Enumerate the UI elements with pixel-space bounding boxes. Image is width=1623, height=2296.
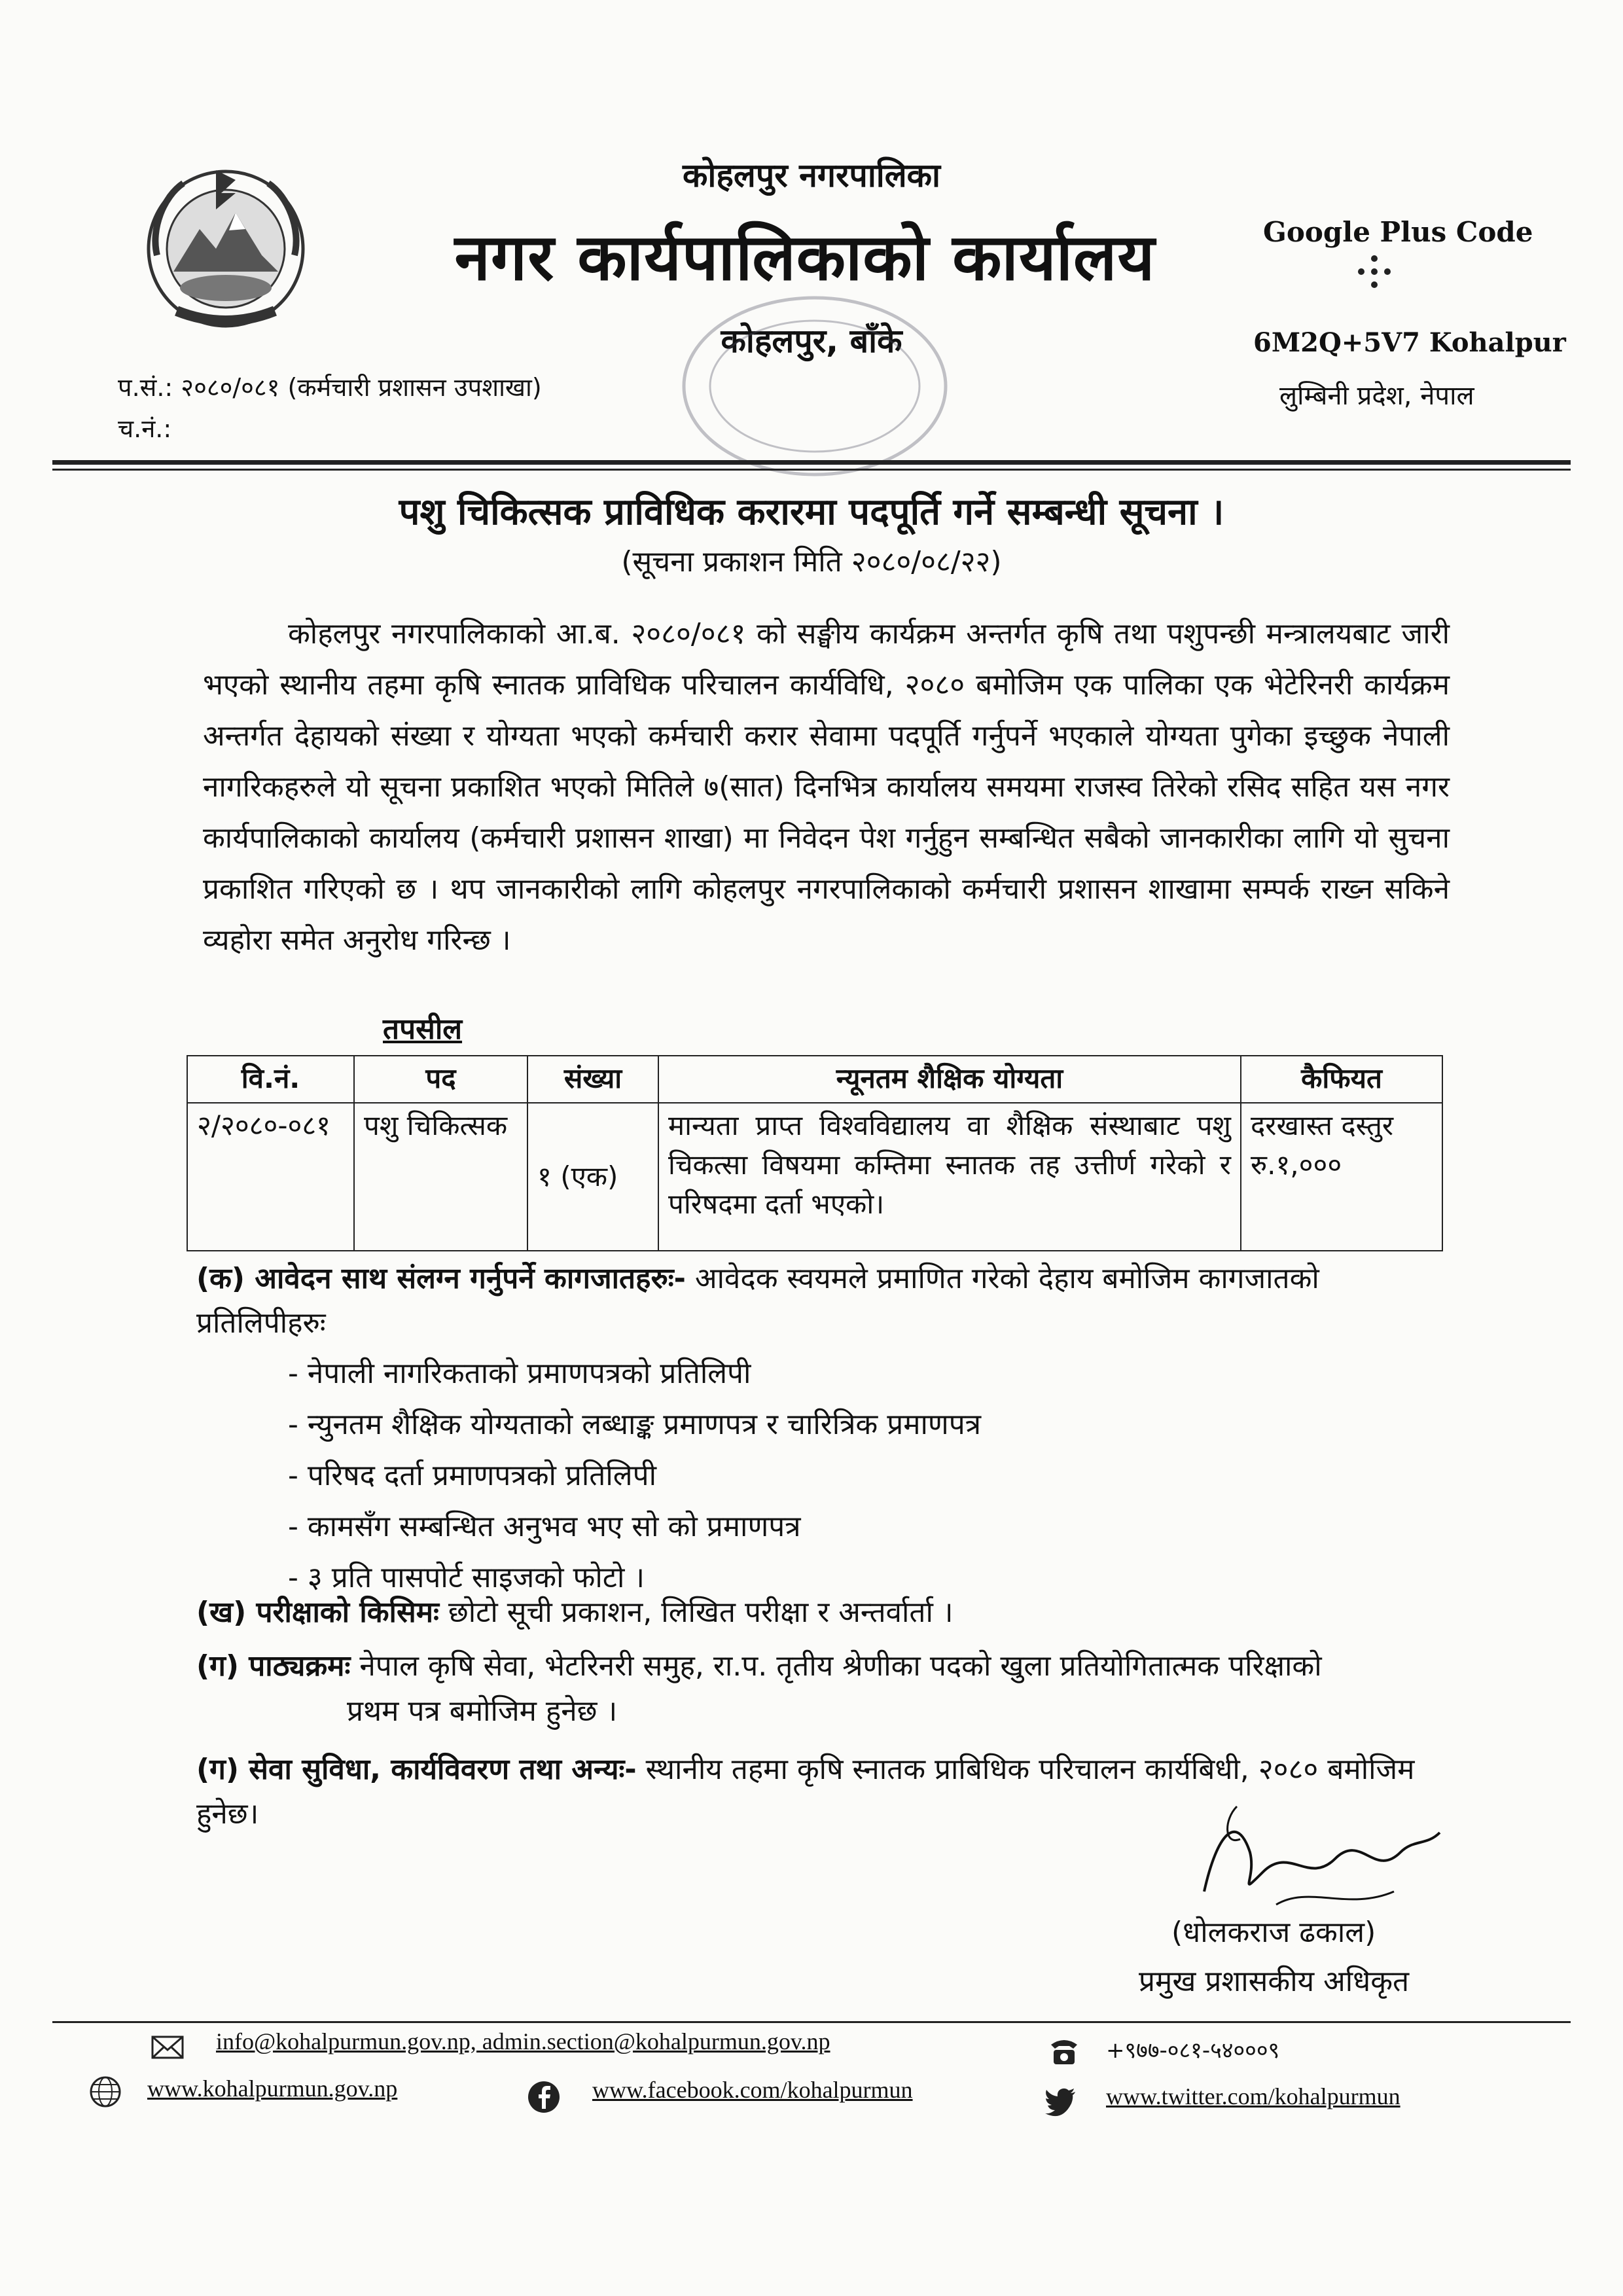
notice-publish-date: (सूचना प्रकाशन मिति २०८०/०८/२२) [621,545,1002,579]
footer-twitter[interactable]: www.twitter.com/kohalpurmun [1106,2083,1400,2109]
facebook-icon [527,2080,561,2114]
posts-table [187,1055,1443,1251]
cell-count: १ (एक) [527,1103,658,1251]
footer-facebook[interactable]: www.facebook.com/kohalpurmun [592,2077,913,2103]
twitter-icon [1044,2084,1078,2118]
section-c-text-continued: प्रथम पत्र बमोजिम हुनेछ । [347,1695,618,1728]
table-header-row [187,1056,1442,1103]
section-a-text: आवेदक स्वयमले प्रमाणित गरेको देहाय बमोजिम कागजातको प्रतिलिपीहरुः [196,1262,1319,1340]
notice-body: कोहलपुर नगरपालिकाको आ.ब. २०८०/०८१ को सङ्घीय कार्यक्रम अन्तर्गत कृषि तथा पशुपन्छी मन्त्रालयबाट जारी भएको स्थानीय तहमा कृषि स्नातक प्राविधिक परिचालन कार्यविधि, २०८० बमोजिम एक पालिका एक भेटेरिनरी कार्यक्रम अन्तर्गत देहायको संख्या र योग्यता भएको कर्मचारी करार सेवामा पदपूर्ति गर्नुपर्ने भएकाले योग्यता पुगेका इच्छुक नेपाली नागरिकहरुले यो सूचना प्रकाशित भएको मितिले ७(सात) दिनभित्र कार्यालय समयमा राजस्व तिरेको रसिद सहित यस नगर कार्यपालिकाको कार्यालय (कर्मचारी प्रशासन शाखा) मा निवेदन पेश गर्नुहुन सम्बन्धित सबैको जानकारीका लागि यो सुचना प्रकाशित गरिएको छ । थप जानकारीको लागि कोहलपुर नगरपालिकाको कर्मचारी प्रशासन शाखामा सम्पर्क राख्न सकिने व्यहोरा समेत अनुरोध गरिन्छ । [203,617,1450,957]
plus-code-label: Google Plus Code [1263,216,1533,248]
mail-icon [151,2030,185,2064]
schedule-title: तपसील [383,1013,463,1046]
section-b-text: छोटो सूची प्रकाशन, लिखित परीक्षा र अन्तर्वार्ता । [448,1596,954,1629]
cell-post: पशु चिकित्सक [354,1103,527,1251]
list-item: - ३ प्रति पासपोर्ट साइजको फोटो । [288,1561,645,1594]
globe-icon [88,2075,122,2109]
footer-website[interactable]: www.kohalpurmun.gov.np [147,2075,398,2102]
signatory-name: (धोलकराज ढकाल) [1171,1916,1376,1949]
phone-icon [1047,2034,1081,2068]
section-c-text: नेपाल कृषि सेवा, भेटरिनरी समुह, रा.प. तृतीय श्रेणीका पदको खुला प्रतियोगितात्मक परिक्षाको [359,1649,1322,1683]
plus-code: 6M2Q+5V7 Kohalpur [1253,327,1566,358]
list-item: - कामसँग सम्बन्धित अनुभव भए सो को प्रमाणपत्र [288,1510,801,1543]
section-c-label: (ग) पाठ्यक्रमः [196,1649,351,1683]
signature-icon [1178,1793,1453,1924]
cell-remarks: दरखास्त दस्तुर रु.१,००० [1241,1103,1442,1251]
list-item: - परिषद दर्ता प्रमाणपत्रको प्रतिलिपी [288,1459,656,1492]
section-d-text: स्थानीय तहमा कृषि स्नातक प्राबिधिक परिचालन कार्यबिधी, २०८० बमोजिम हुनेछ। [196,1753,1415,1831]
column-header-serial: वि.नं. [187,1056,354,1103]
column-header-qualification: न्यूनतम शैक्षिक योग्यता [658,1056,1241,1103]
office-name: नगर कार्यपालिकाको कार्यालय [454,221,1156,295]
municipality-name: कोहलपुर नगरपालिका [683,156,940,194]
section-required-documents [196,1257,1453,1346]
list-item: - नेपाली नागरिकताको प्रमाणपत्रको प्रतिलिपी [288,1357,751,1390]
reference-number: प.सं.: २०८०/०८१ (कर्मचारी प्रशासन उपशाखा) [118,373,542,402]
province-address: लुम्बिनी प्रदेश, नेपाल [1279,381,1474,411]
footer-email[interactable]: info@kohalpurmun.gov.np, admin.section@kohalpurmun.gov.np [216,2028,830,2054]
signatory-title: प्रमुख प्रशासकीय अधिकृत [1139,1965,1410,1998]
list-item: - न्युनतम शैक्षिक योग्यताको लब्धाङ्क प्रमाणपत्र र चारित्रिक प्रमाणपत्र [288,1408,982,1441]
header-divider-thin [52,469,1571,471]
header-divider [52,460,1571,465]
cell-serial: २/२०८०-०८१ [187,1103,354,1251]
section-a-label: (क) आवेदन साथ संलग्न गर्नुपर्ने कागजातहरुः- [196,1262,686,1295]
footer-phone[interactable]: +९७७-०८१-५४०००९ [1106,2037,1280,2064]
notice-title: पशु चिकित्सक प्राविधिक करारमा पदपूर्ति गर्ने सम्बन्धी सूचना । [399,491,1224,533]
office-location: कोहलपुर, बाँके [721,322,902,360]
dispatch-number: च.नं.: [118,414,172,443]
footer-divider [52,2021,1571,2023]
documents-list [288,1348,1335,1604]
column-header-remarks: कैफियत [1241,1056,1442,1103]
table-row [187,1103,1442,1251]
section-exam-type [196,1590,1453,1635]
plus-code-dots-icon [1355,252,1394,291]
section-syllabus [196,1644,1453,1689]
cell-qualification: मान्यता प्राप्त विश्वविद्यालय वा शैक्षिक संस्थाबाट पशु चिकत्सा विषयमा कम्तिमा स्नातक तह उत्तीर्ण गरेको र परिषदमा दर्ता भएको। [658,1103,1241,1251]
section-b-label: (ख) परीक्षाको किसिमः [196,1596,439,1629]
column-header-count: संख्या [527,1056,658,1103]
office-stamp-icon [674,288,955,484]
column-header-post: पद [354,1056,527,1103]
section-d-label: (ग) सेवा सुविधा, कार्यविवरण तथा अन्यः- [196,1753,637,1786]
